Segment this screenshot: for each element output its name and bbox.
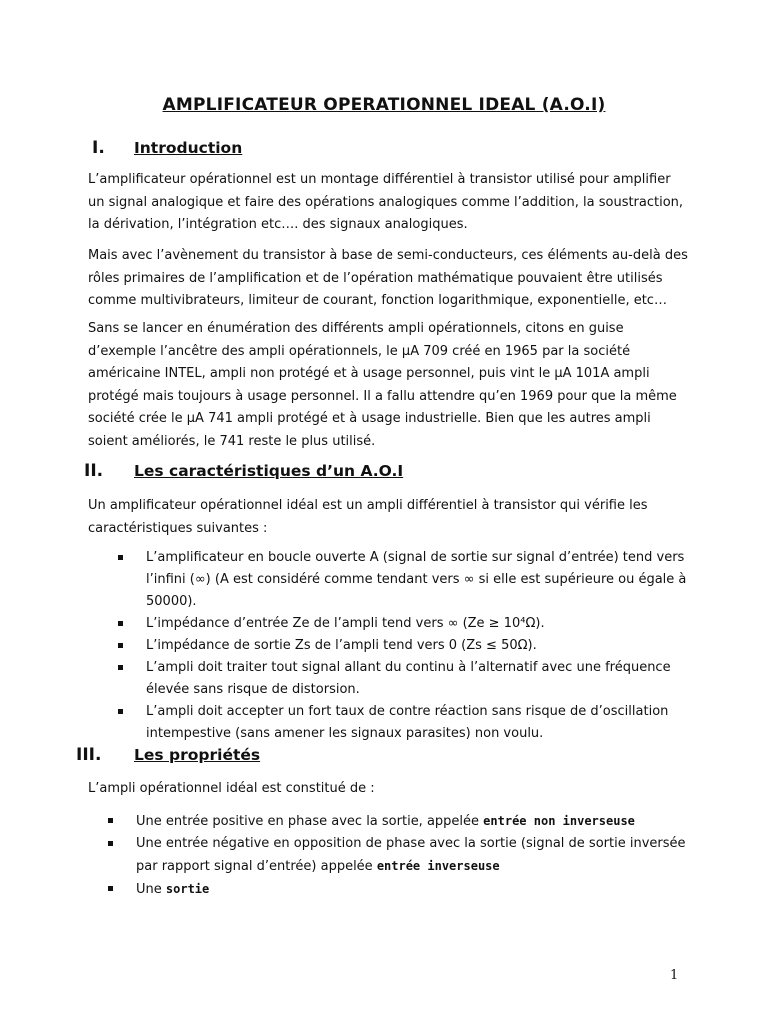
list-item: Une sortie [108, 878, 698, 901]
bullet-icon [118, 709, 123, 714]
section-title: Les caractéristiques d’un A.O.I [134, 462, 404, 480]
section-title: Les propriétés [134, 746, 261, 764]
list-item: L’ampli doit traiter tout signal allant du continu à l’alternatif avec une fréquence élevée sans risque de distorsion. [118, 657, 688, 701]
page-number: 1 [670, 968, 679, 983]
bullet-icon [118, 621, 123, 626]
emphasis-text: entrée non inverseuse [483, 814, 635, 828]
bullet-icon [118, 555, 123, 560]
list-item: L’impédance de sortie Zs de l’ampli tend vers 0 (Zs ≤ 50Ω). [118, 635, 688, 657]
document-title: AMPLIFICATEUR OPERATIONNEL IDEAL (A.O.I) [162, 95, 606, 115]
paragraph: Sans se lancer en énumération des différents ampli opérationnels, citons en guise d’exemple l’ancêtre des ampli opérationnels, le μA 709 créé en 1965 par la société américaine INTEL, ampli non protégé et à usage personnel, puis vint le μA 101A ampli protégé mais toujours à usage personnel. Il a fallu attendre qu’en 1969 pour que la même société crée le μA 741 ampli protégé et à usage industrielle. Bien que les autres ampli soient améliorés, le 741 reste le plus utilisé. [88, 321, 677, 449]
section-number: III. [76, 745, 102, 765]
bullet-icon [118, 643, 123, 648]
list-item: Une entrée positive en phase avec la sortie, appelée entrée non inverseuse [108, 810, 698, 833]
section-number: I. [92, 138, 105, 158]
paragraph: L’amplificateur opérationnel est un montage différentiel à transistor utilisé pour amplifier un signal analogique et faire des opérations analogiques comme l’addition, la soustraction, la dérivation, l’intégration etc…. des signaux analogiques. [88, 172, 684, 232]
paragraph: Mais avec l’avènement du transistor à base de semi-conducteurs, ces éléments au-delà des rôles primaires de l’amplification et de l’opération mathématique pouvaient être utilisés comme multivibrateurs, limiteur de courant, fonction logarithmique, exponentielle, etc… [88, 248, 688, 308]
emphasis-text: sortie [165, 882, 210, 896]
bullet-icon [108, 841, 113, 846]
section-number: II. [84, 461, 104, 481]
bullet-icon [108, 886, 113, 891]
section-intro: Un amplificateur opérationnel idéal est un ampli différentiel à transistor qui vérifie les caractéristiques suivantes : [88, 498, 648, 536]
list-item: L’ampli doit accepter un fort taux de contre réaction sans risque de d’oscillation intempestive (sans amener les signaux parasites) non voulu. [118, 701, 688, 745]
bullet-icon [118, 665, 123, 670]
emphasis-text: entrée inverseuse [376, 859, 500, 873]
characteristics-list [118, 547, 688, 745]
list-item: L’amplificateur en boucle ouverte A (signal de sortie sur signal d’entrée) tend vers l’infini (∞) (A est considéré comme tendant vers ∞ si elle est supérieure ou égale à 50000). [118, 547, 688, 613]
section-title: Introduction [134, 139, 243, 157]
section-intro: L’ampli opérationnel idéal est constitué de : [88, 781, 375, 796]
properties-list [108, 810, 698, 901]
bullet-icon [108, 818, 113, 823]
list-item: Une entrée négative en opposition de phase avec la sortie (signal de sortie inversée par rapport signal d’entrée) appelée entrée inverseuse [108, 833, 698, 878]
list-item: L’impédance d’entrée Ze de l’ampli tend vers ∞ (Ze ≥ 10⁴Ω). [118, 613, 688, 635]
